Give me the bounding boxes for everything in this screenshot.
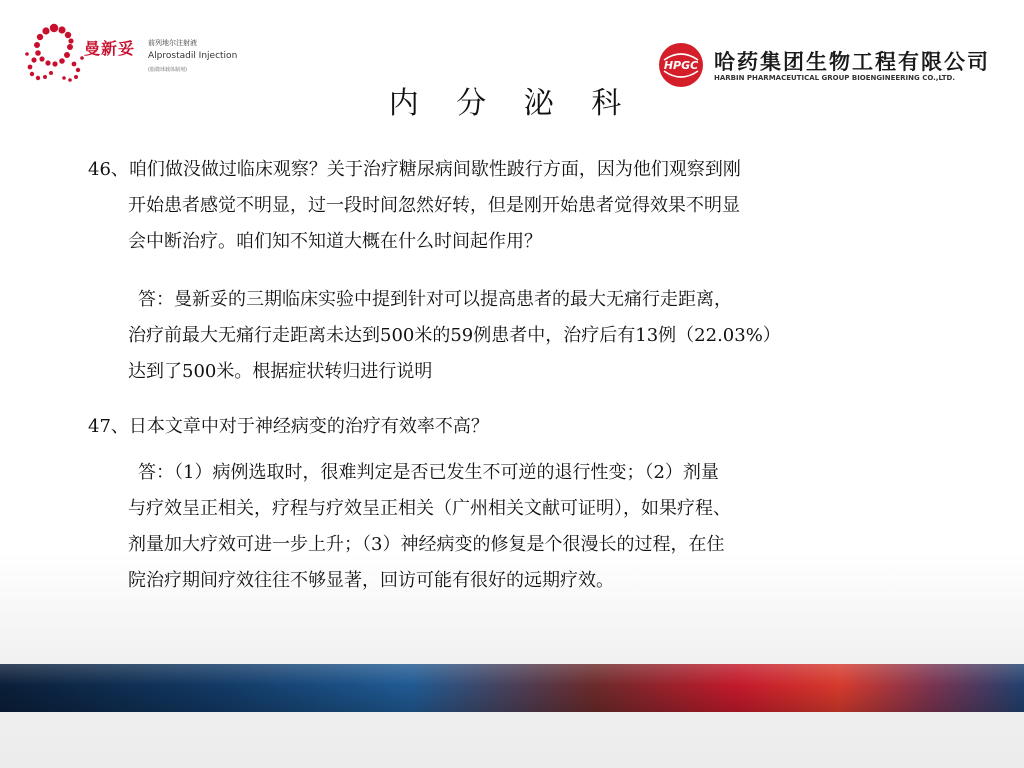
slide-title: 内 分 泌 科 [388, 86, 636, 121]
answer-46-line: 答：曼新妥的三期临床实验中提到针对可以提高患者的最大无痛行走距离， [138, 289, 732, 310]
footer-band-shine [0, 664, 1024, 712]
answer-47-line: 剂量加大疗效可进一步上升；（3）神经病变的修复是个很漫长的过程，在住 [128, 534, 725, 555]
company-name-cn: 哈药集团生物工程有限公司 [714, 50, 990, 74]
footer-color-band [0, 664, 1024, 712]
answer-47 [128, 455, 731, 599]
answer-47-line: 院治疗期间疗效往往不够显著，回访可能有很好的远期疗效。 [128, 570, 614, 591]
answer-46-line: 治疗前最大无痛行走距离未达到500米的59例患者中，治疗后有13例（22.03%） [128, 325, 781, 346]
answer-47-line: 答：（1）病例选取时，很难判定是否已发生不可逆的退行性变；（2）剂量 [138, 462, 719, 483]
brand-subtitle-note: (脂微球载体制剂) [148, 67, 187, 73]
question-47-line: 47、日本文章中对于神经病变的治疗有效率不高？ [88, 416, 489, 437]
brand-name-cn: 曼新妥 [84, 39, 136, 58]
answer-46 [128, 282, 781, 390]
question-46-line: 46、咱们做没做过临床观察？关于治疗糖尿病间歇性跛行方面，因为他们观察到刚 [88, 159, 741, 180]
dot-ring-logo-icon [24, 20, 86, 86]
brand-subtitle-en: Alprostadil Injection [148, 51, 238, 61]
brand-subtitle-cn: 前列地尔注射液 [148, 39, 197, 47]
question-46-line: 开始患者感觉不明显，过一段时间忽然好转，但是刚开始患者觉得效果不明显 [128, 195, 740, 216]
question-46 [88, 152, 741, 260]
badge-text: HPGC [663, 59, 699, 72]
company-name-en: HARBIN PHARMACEUTICAL GROUP BIOENGINEERING CO.,LTD. [714, 74, 955, 82]
question-47 [88, 409, 489, 445]
answer-46-line: 达到了500米。根据症状转归进行说明 [128, 361, 433, 382]
question-46-line: 会中断治疗。咱们知不知道大概在什么时间起作用？ [128, 231, 542, 252]
answer-47-line: 与疗效呈正相关，疗程与疗效呈正相关（广州相关文献可证明），如果疗程、 [128, 498, 731, 519]
